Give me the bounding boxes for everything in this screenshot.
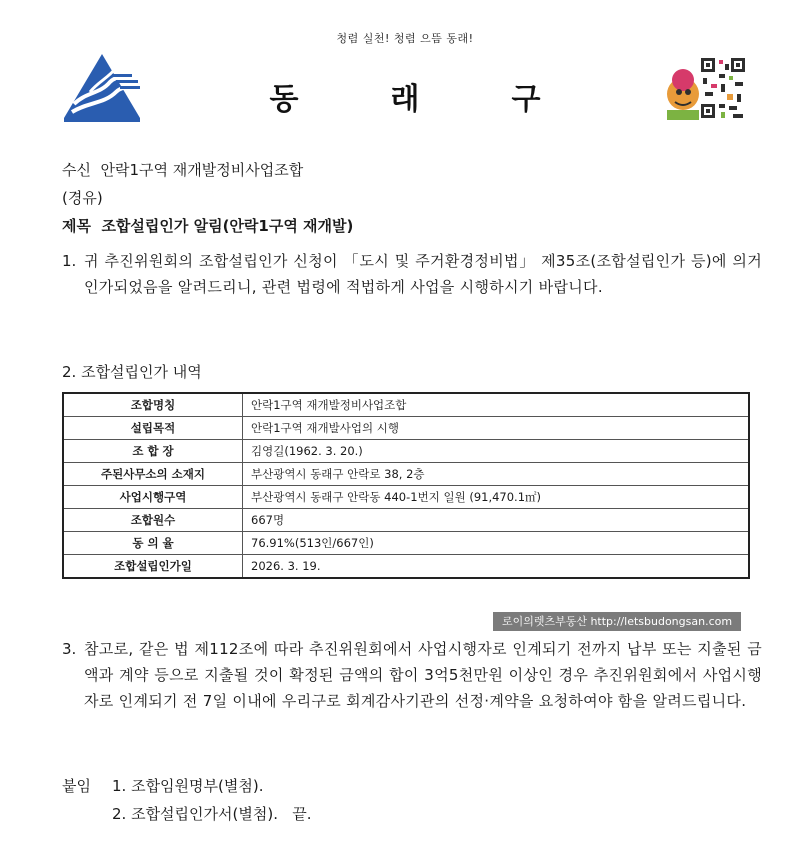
subject-value: 조합설립인가 알림(안락1구역 재개발)	[101, 217, 354, 235]
watermark-link[interactable]: 로이의렛츠부동산 http://letsbudongsan.com	[493, 612, 741, 631]
table-row	[63, 463, 749, 486]
attachment-item-2-text: 2. 조합설립인가서(별첨).	[112, 805, 278, 823]
table-row	[63, 393, 749, 417]
table-row	[63, 440, 749, 463]
paragraph-1	[62, 248, 762, 300]
qr-code-mascot-icon	[663, 54, 749, 122]
table-row	[63, 555, 749, 579]
row-label: 주된사무소의 소재지	[63, 463, 243, 486]
recipient-value: 안락1구역 재개발정비사업조합	[100, 161, 304, 179]
row-value: 부산광역시 동래구 안락동 440-1번지 일원 (91,470.1㎡)	[243, 486, 750, 509]
row-value: 김영길(1962. 3. 20.)	[243, 440, 750, 463]
paragraph-1-text: 귀 추진위원회의 조합설립인가 신청이 「도시 및 주거환경정비법」 제35조(조합설립인가 등)에 의거 인가되었음을 알려드리니, 관련 법령에 적법하게 사업을 시행하시기 바랍니다.	[84, 252, 762, 296]
row-value: 667명	[243, 509, 750, 532]
row-value: 안락1구역 재개발정비사업조합	[243, 393, 750, 417]
row-value: 부산광역시 동래구 안락로 38, 2층	[243, 463, 750, 486]
table-row	[63, 509, 749, 532]
row-label: 사업시행구역	[63, 486, 243, 509]
recipient-line	[62, 160, 303, 180]
establishment-info-table	[62, 392, 750, 579]
paragraph-3	[62, 636, 762, 714]
attachment-item-1: 1. 조합임원명부(별첨).	[112, 777, 264, 795]
attachment-item-2	[112, 804, 312, 824]
section-2-heading: 2. 조합설립인가 내역	[62, 363, 202, 381]
slogan: 청렴 실천! 청렴 으뜸 동래!	[336, 32, 474, 45]
subject-line	[62, 216, 353, 236]
row-label: 조합원수	[63, 509, 243, 532]
organization-name: 동래구	[269, 82, 633, 117]
row-value: 2026. 3. 19.	[243, 555, 750, 579]
table-row	[63, 532, 749, 555]
row-label: 조 합 장	[63, 440, 243, 463]
paragraph-3-text: 참고로, 같은 법 제112조에 따라 추진위원회에서 사업시행자로 인계되기 전까지 납부 또는 지출된 금액과 계약 등으로 지출될 것이 확정된 금액의 합이 3억5천만원 이상인 경우 추진위원회에서 사업시행자로 인계되기 전 7일 이내에 우리구로 회계감사기관의 선정·계약을 요청하여야 함을 알려드립니다.	[84, 640, 762, 710]
attachment-label: 붙임	[62, 777, 91, 795]
row-label: 조합설립인가일	[63, 555, 243, 579]
row-value: 76.91%(513인/667인)	[243, 532, 750, 555]
paragraph-1-number: 1.	[62, 252, 77, 270]
paragraph-3-number: 3.	[62, 640, 77, 658]
row-label: 설립목적	[63, 417, 243, 440]
subject-label: 제목	[62, 217, 91, 235]
end-mark: 끝.	[292, 805, 312, 823]
table-row	[63, 417, 749, 440]
row-label: 조합명칭	[63, 393, 243, 417]
row-value: 안락1구역 재개발사업의 시행	[243, 417, 750, 440]
via-line: (경유)	[62, 189, 103, 207]
row-label: 동 의 율	[63, 532, 243, 555]
recipient-label: 수신	[62, 161, 91, 179]
table-row	[63, 486, 749, 509]
